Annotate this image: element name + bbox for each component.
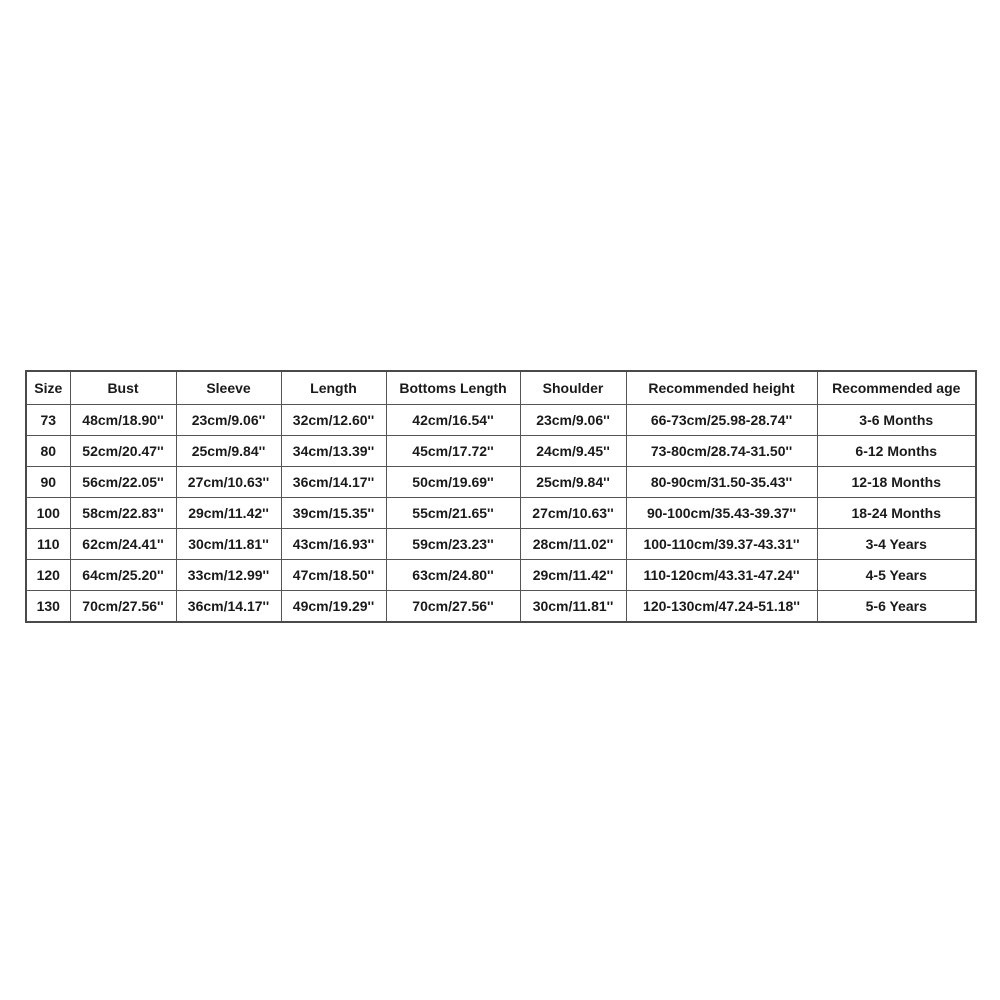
cell-recommended-age: 18-24 Months — [817, 498, 976, 529]
header-shoulder: Shoulder — [520, 371, 626, 405]
header-length: Length — [281, 371, 386, 405]
table-row — [26, 498, 976, 529]
cell-length: 34cm/13.39'' — [281, 436, 386, 467]
cell-size: 130 — [26, 591, 70, 623]
cell-length: 39cm/15.35'' — [281, 498, 386, 529]
cell-size: 120 — [26, 560, 70, 591]
cell-length: 47cm/18.50'' — [281, 560, 386, 591]
cell-recommended-height: 110-120cm/43.31-47.24'' — [626, 560, 817, 591]
cell-sleeve: 36cm/14.17'' — [176, 591, 281, 623]
cell-recommended-age: 3-4 Years — [817, 529, 976, 560]
cell-sleeve: 33cm/12.99'' — [176, 560, 281, 591]
cell-sleeve: 23cm/9.06'' — [176, 405, 281, 436]
table-row — [26, 560, 976, 591]
cell-recommended-height: 66-73cm/25.98-28.74'' — [626, 405, 817, 436]
cell-bust: 48cm/18.90'' — [70, 405, 176, 436]
header-bottoms-length: Bottoms Length — [386, 371, 520, 405]
cell-length: 43cm/16.93'' — [281, 529, 386, 560]
header-bust: Bust — [70, 371, 176, 405]
cell-bust: 62cm/24.41'' — [70, 529, 176, 560]
cell-bust: 56cm/22.05'' — [70, 467, 176, 498]
cell-shoulder: 30cm/11.81'' — [520, 591, 626, 623]
cell-recommended-age: 5-6 Years — [817, 591, 976, 623]
cell-size: 90 — [26, 467, 70, 498]
cell-sleeve: 27cm/10.63'' — [176, 467, 281, 498]
cell-sleeve: 30cm/11.81'' — [176, 529, 281, 560]
cell-recommended-height: 73-80cm/28.74-31.50'' — [626, 436, 817, 467]
cell-recommended-age: 6-12 Months — [817, 436, 976, 467]
cell-bottoms-length: 42cm/16.54'' — [386, 405, 520, 436]
header-row — [26, 371, 976, 405]
cell-bottoms-length: 50cm/19.69'' — [386, 467, 520, 498]
cell-recommended-height: 120-130cm/47.24-51.18'' — [626, 591, 817, 623]
cell-shoulder: 28cm/11.02'' — [520, 529, 626, 560]
cell-bust: 58cm/22.83'' — [70, 498, 176, 529]
cell-bust: 64cm/25.20'' — [70, 560, 176, 591]
cell-bottoms-length: 55cm/21.65'' — [386, 498, 520, 529]
header-recommended-age: Recommended age — [817, 371, 976, 405]
cell-size: 73 — [26, 405, 70, 436]
table-row — [26, 591, 976, 623]
table-row — [26, 529, 976, 560]
cell-shoulder: 23cm/9.06'' — [520, 405, 626, 436]
cell-sleeve: 25cm/9.84'' — [176, 436, 281, 467]
cell-size: 100 — [26, 498, 70, 529]
cell-recommended-height: 90-100cm/35.43-39.37'' — [626, 498, 817, 529]
cell-length: 36cm/14.17'' — [281, 467, 386, 498]
table-body — [26, 405, 976, 623]
cell-bust: 70cm/27.56'' — [70, 591, 176, 623]
cell-recommended-height: 100-110cm/39.37-43.31'' — [626, 529, 817, 560]
header-size: Size — [26, 371, 70, 405]
cell-recommended-height: 80-90cm/31.50-35.43'' — [626, 467, 817, 498]
cell-shoulder: 29cm/11.42'' — [520, 560, 626, 591]
table-row — [26, 467, 976, 498]
cell-bust: 52cm/20.47'' — [70, 436, 176, 467]
cell-shoulder: 27cm/10.63'' — [520, 498, 626, 529]
cell-recommended-age: 4-5 Years — [817, 560, 976, 591]
cell-size: 80 — [26, 436, 70, 467]
cell-recommended-age: 12-18 Months — [817, 467, 976, 498]
cell-bottoms-length: 70cm/27.56'' — [386, 591, 520, 623]
table-header — [26, 371, 976, 405]
cell-sleeve: 29cm/11.42'' — [176, 498, 281, 529]
cell-length: 49cm/19.29'' — [281, 591, 386, 623]
header-sleeve: Sleeve — [176, 371, 281, 405]
cell-shoulder: 24cm/9.45'' — [520, 436, 626, 467]
table-row — [26, 405, 976, 436]
cell-length: 32cm/12.60'' — [281, 405, 386, 436]
cell-bottoms-length: 59cm/23.23'' — [386, 529, 520, 560]
cell-recommended-age: 3-6 Months — [817, 405, 976, 436]
cell-bottoms-length: 45cm/17.72'' — [386, 436, 520, 467]
header-recommended-height: Recommended height — [626, 371, 817, 405]
table-row — [26, 436, 976, 467]
cell-bottoms-length: 63cm/24.80'' — [386, 560, 520, 591]
size-chart-table — [25, 370, 977, 623]
cell-size: 110 — [26, 529, 70, 560]
cell-shoulder: 25cm/9.84'' — [520, 467, 626, 498]
